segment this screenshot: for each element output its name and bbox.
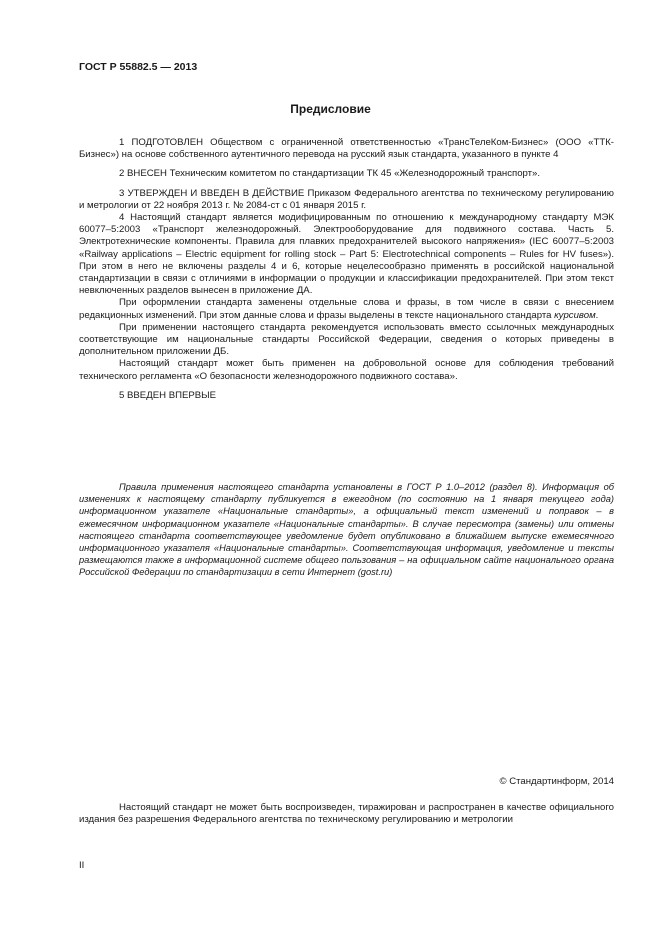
page-number: II (79, 860, 85, 871)
paragraph-voluntary: Настоящий стандарт может быть применен на добровольной основе для соблюдения требований технического регламента «О безопасности железнодорожного подвижного состава». (79, 358, 614, 382)
paragraph-approved: 3 УТВЕРЖДЕН И ВВЕДЕН В ДЕЙСТВИЕ Приказом Федерального агентства по техническому регулированию и метрологии от 22 ноября 2013 г. № 2084-ст с 01 января 2015 г. (79, 187, 614, 211)
application-rules-note: Правила применения настоящего стандарта установлены в ГОСТ Р 1.0–2012 (раздел 8). Информация об изменениях к настоящему стандарту публикуется в ежегодном (по состоянию на 1 января текущего года) информационном указателе «Национальные стандарты», а официальный текст изменений и поправок – в ежемесячном информационном указателе «Национальные стандарты». В случае пересмотра (замены) или отмены настоящего стандарта соответствующее уведомление будет опубликовано в ближайшем выпуске ежемесячного информационного указателя «Национальные стандарты». Соответствующая информация, уведомление и тексты размещаются также в информационной системе общего пользования – на официальном сайте национального органа Российской Федерации по стандартизации в сети Интернет (gost.ru) (79, 482, 614, 578)
paragraph-formatting-end: . (595, 309, 599, 321)
italic-word: курсивом (554, 309, 596, 321)
paragraph-references: При применении настоящего стандарта рекомендуется использовать вместо ссылочных международных соответствующие им национальные стандарты Российской Федерации, сведения о которых приведены в дополнительном приложении ДБ. (79, 321, 614, 358)
copyright: © Стандартинформ, 2014 (499, 776, 614, 787)
foreword-body (79, 137, 614, 402)
paragraph-introduced: 5 ВВЕДЕН ВПЕРВЫЕ (119, 389, 217, 401)
paragraph-prepared: 1 ПОДГОТОВЛЕН Обществом с ограниченной ответственностью «ТрансТелеКом-Бизнес» (ООО «ТТК-Бизнес») на основе собственного аутентичного перевода на русский язык стандарта, указанного в пункте 4 (79, 137, 614, 161)
document-header: ГОСТ Р 55882.5 — 2013 (79, 61, 198, 73)
page-title: Предисловие (290, 102, 371, 116)
paragraph-formatting-text: При оформлении стандарта заменены отдельные слова и фразы, в том числе в связи с внесением редакционных изменений. При этом данные слова и фразы выделены в тексте национального стандарта (79, 297, 614, 321)
paragraph-modified: 4 Настоящий стандарт является модифицированным по отношению к международному стандарту МЭК 60077–5:2003 «Транспорт железнодорожный. Электрооборудование для подвижного состава. Часть 5. Электротехнические компоненты. Правила для плавких предохранителей высокого напряжения» (IEC 60077–5:2003 «Railway applications – Electric equipment for rolling stock – Part 5: Electrotechnical components – Rules for HV fuses»). При этом в него не включены разделы 4 и 6, которые нецелесообразно применять в российской национальной стандартизации в связи с отличиями в информации о продукции и классификации предохранителей. При этом текст невключенных разделов вынесен в приложение ДА. (79, 212, 614, 297)
legal-notice: Настоящий стандарт не может быть воспроизведен, тиражирован и распространен в качестве официального издания без разрешения Федерального агентства по техническому регулированию и метрологии (79, 802, 614, 826)
paragraph-submitted: 2 ВНЕСЕН Техническим комитетом по стандартизации ТК 45 «Железнодорожный транспорт». (119, 168, 541, 180)
paragraph-formatting (79, 297, 614, 321)
